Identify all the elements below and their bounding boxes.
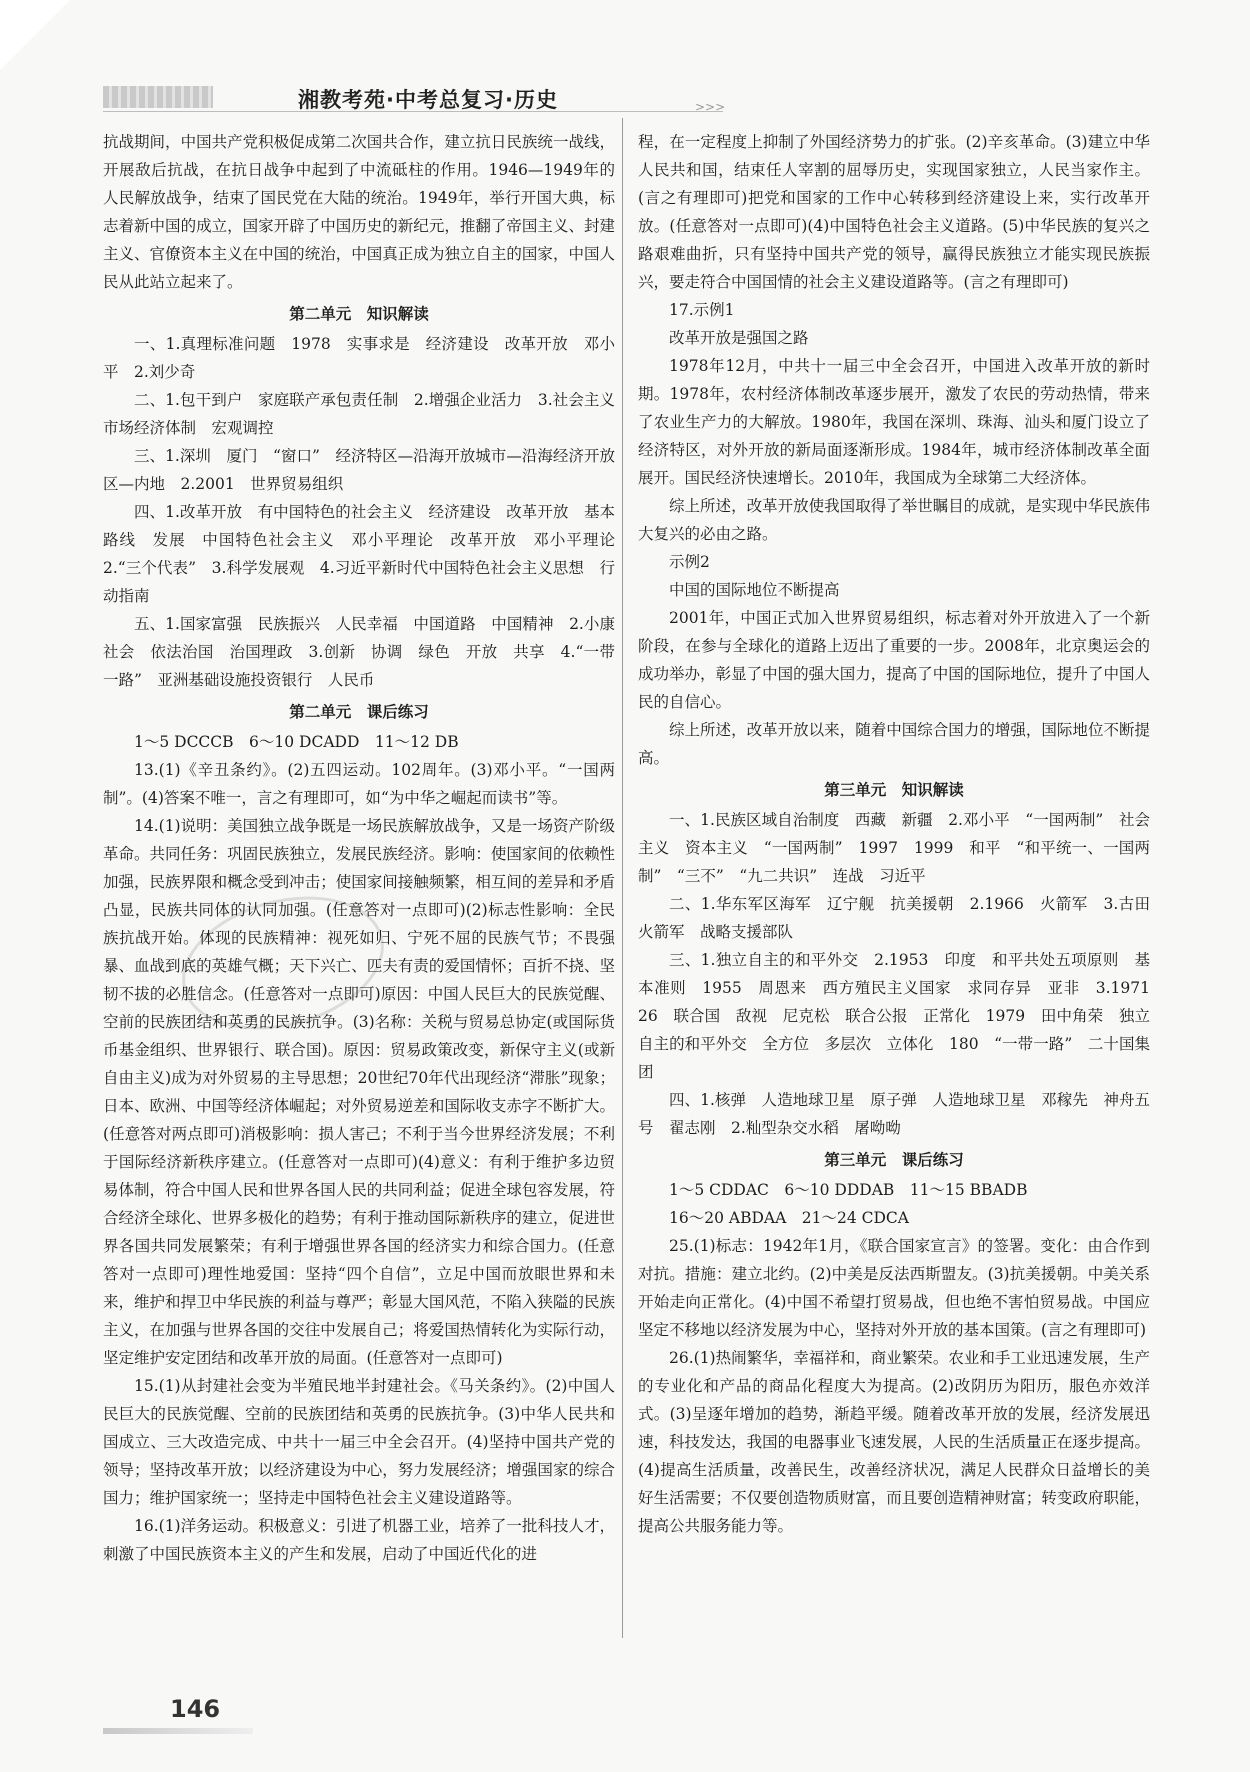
- header-rule: [103, 111, 723, 112]
- essay-title: 中国的国际地位不断提高: [669, 581, 840, 599]
- section-heading: 第三单元 课后练习: [824, 1151, 964, 1169]
- section-heading: 第二单元 知识解读: [289, 305, 429, 323]
- answer-item: 13.(1)《辛丑条约》。(2)五四运动。102周年。(3)邓小平。“一国两制”。(4)答案不唯一，言之有理即可，如“为中华之崛起而读书”等。: [103, 761, 615, 807]
- page-header-title: 湘教考苑·中考总复习·历史: [298, 88, 558, 112]
- answer-item: 26.(1)热闹繁华，幸福祥和，商业繁荣。农业和手工业迅速发展，生产的专业化和产品的商品化程度大为提高。(2)改阴历为阳历，服色亦效洋式。(3)呈逐年增加的趋势，渐趋平缓。随着改革开放的发展，经济发展迅速，科技发达，我国的电器事业飞速发展，人民的生活质量正在逐步提高。(4)提高生活质量，改善民生，改善经济状况，满足人民群众日益增长的美好生活需要；不仅要创造物质财富，而且要创造精神财富；转变政府职能，提高公共服务能力等。: [638, 1349, 1150, 1535]
- answer-item: 16.(1)洋务运动。积极意义：引进了机器工业，培养了一批科技人才，刺激了中国民族资本主义的产生和发展，启动了中国近代化的进: [103, 1517, 615, 1563]
- knowledge-item: 三、1.深圳 厦门 “窗口” 经济特区—沿海开放城市—沿海经济开放区—内地 2.2001 世界贸易组织: [103, 447, 615, 493]
- section-heading: 第二单元 课后练习: [289, 703, 429, 721]
- left-column: [103, 128, 631, 1568]
- knowledge-item: 一、1.民族区域自治制度 西藏 新疆 2.邓小平 “一国两制” 社会主义 资本主义 “一国两制” 1997 1999 和平 “和平统一、一国两制” “三不” “九二共识” 连战 习近平: [638, 811, 1150, 885]
- answer-item: 14.(1)说明：美国独立战争既是一场民族解放战争，又是一场资产阶级革命。共同任务：巩固民族独立，发展民族经济。影响：使国家间的依赖性加强，民族界限和概念受到冲击；使国家间接触频繁，相互间的差异和矛盾凸显，民族共同体的认同加强。(任意答对一点即可)(2)标志性影响：全民族抗战开始。体现的民族精神：视死如归、宁死不屈的民族气节；不畏强暴、血战到底的英雄气概；天下兴亡、匹夫有责的爱国情怀；百折不挠、坚韧不拔的必胜信念。(任意答对一点即可)原因：中国人民巨大的民族觉醒、空前的民族团结和英勇的民族抗争。(3)名称：关税与贸易总协定(或国际货币基金组织、世界银行、联合国)。原因：贸易政策改变，新保守主义(或新自由主义)成为对外贸易的主导思想；20世纪70年代出现经济“滞胀”现象；日本、欧洲、中国等经济体崛起；对外贸易逆差和国际收支赤字不断扩大。(任意答对两点即可)消极影响：损人害己；不利于当今世界经济发展；不利于国际经济新秩序建立。(任意答对一点即可)(4)意义：有利于维护多边贸易体制，符合中国人民和世界各国人民的共同利益；促进全球包容发展，符合经济全球化、世界多极化的趋势；有利于推动国际新秩序的建立，促进世界各国共同发展繁荣；有利于增强世界各国的经济实力和综合国力。(任意答对一点即可)理性地爱国：坚持“四个自信”，立足中国而放眼世界和未来，维护和捍卫中华民族的利益与尊严；彰显大国风范，不陷入狭隘的民族主义，在加强与世界各国的交往中发展自己；将爱国热情转化为实际行动，坚定维护安定团结和改革开放的局面。(任意答对一点即可): [103, 817, 615, 1367]
- knowledge-item: 一、1.真理标准问题 1978 实事求是 经济建设 改革开放 邓小平 2.刘少奇: [103, 335, 615, 381]
- paragraph: 1978年12月，中共十一届三中全会召开，中国进入改革开放的新时期。1978年，农村经济体制改革逐步展开，激发了农民的劳动热情，带来了农业生产力的大解放。1980年，我国在深圳、珠海、汕头和厦门设立了经济特区，对外开放的新局面逐渐形成。1984年，城市经济体制改革全面展开。国民经济快速增长。2010年，我国成为全球第二大经济体。: [638, 357, 1150, 487]
- answer-choices: 1～5 DCCCB 6～10 DCADD 11～12 DB: [134, 733, 459, 751]
- column-divider: [622, 118, 623, 1638]
- answer-item: 17.示例1: [669, 301, 735, 319]
- paragraph: 综上所述，改革开放以来，随着中国综合国力的增强，国际地位不断提高。: [638, 721, 1150, 767]
- paragraph: 2001年，中国正式加入世界贸易组织，标志着对外开放进入了一个新阶段，在参与全球化的道路上迈出了重要的一步。2008年，北京奥运会的成功举办，彰显了中国的强大国力，提高了中国的国际地位，提升了中国人民的自信心。: [638, 609, 1150, 711]
- knowledge-item: 二、1.包干到户 家庭联产承包责任制 2.增强企业活力 3.社会主义市场经济体制 宏观调控: [103, 391, 615, 437]
- header-arrows-icon: >>>: [695, 100, 726, 114]
- knowledge-item: 三、1.独立自主的和平外交 2.1953 印度 和平共处五项原则 基本准则 1955 周恩来 西方殖民主义国家 求同存异 亚非 3.1971 26 联合国 敌视 尼克松 联合公报 正常化 1979 田中角荣 独立自主的和平外交 全方位 多层次 立体化 180 “一带一路” 二十国集团: [638, 951, 1166, 1081]
- answer-item: 示例2: [669, 553, 710, 571]
- page-number-bar: [103, 1728, 253, 1734]
- essay-title: 改革开放是强国之路: [669, 329, 809, 347]
- page-number: 146: [170, 1695, 221, 1723]
- paragraph: 抗战期间，中国共产党积极促成第二次国共合作，建立抗日民族统一战线，开展敌后抗战，在抗日战争中起到了中流砥柱的作用。1946—1949年的人民解放战争，结束了国民党在大陆的统治。1949年，举行开国大典，标志着新中国的成立，国家开辟了中国历史的新纪元，推翻了帝国主义、封建主义、官僚资本主义在中国的统治，中国真正成为独立自主的国家，中国人民从此站立起来了。: [103, 133, 615, 291]
- answer-choices: 1～5 CDDAC 6～10 DDDAB 11～15 BBADB: [669, 1181, 1028, 1199]
- paragraph: 综上所述，改革开放使我国取得了举世瞩目的成就，是实现中华民族伟大复兴的必由之路。: [638, 497, 1150, 543]
- knowledge-item: 五、1.国家富强 民族振兴 人民幸福 中国道路 中国精神 2.小康社会 依法治国 治国理政 3.创新 协调 绿色 开放 共享 4.“一带一路” 亚洲基础设施投资银行 人民币: [103, 615, 615, 689]
- right-column: [638, 128, 1166, 1540]
- knowledge-item: 四、1.核弹 人造地球卫星 原子弹 人造地球卫星 邓稼先 神舟五号 翟志刚 2.籼型杂交水稻 屠呦呦: [638, 1091, 1150, 1137]
- section-heading: 第三单元 知识解读: [824, 781, 964, 799]
- knowledge-item: 四、1.改革开放 有中国特色的社会主义 经济建设 改革开放 基本路线 发展 中国特色社会主义 邓小平理论 改革开放 邓小平理论 2.“三个代表” 3.科学发展观 4.习近平新时代中国特色社会主义思想 行动指南: [103, 503, 631, 605]
- answer-item: 15.(1)从封建社会变为半殖民地半封建社会。《马关条约》。(2)中国人民巨大的民族觉醒、空前的民族团结和英勇的民族抗争。(3)中华人民共和国成立、三大改造完成、中共十一届三中全会召开。(4)坚持中国共产党的领导；坚持改革开放；以经济建设为中心，努力发展经济；增强国家的综合国力；维护国家统一；坚持走中国特色社会主义建设道路等。: [103, 1377, 615, 1507]
- folded-corner: [0, 0, 70, 70]
- answer-item: 25.(1)标志：1942年1月，《联合国家宣言》的签署。变化：由合作到对抗。措施：建立北约。(2)中美是反法西斯盟友。(3)抗美援朝。中美关系开始走向正常化。(4)中国不希望打贸易战，但也绝不害怕贸易战。中国应坚定不移地以经济发展为中心，坚持对外开放的基本国策。(言之有理即可): [638, 1237, 1150, 1339]
- answer-choices: 16～20 ABDAA 21～24 CDCA: [669, 1209, 909, 1227]
- header-decoration: [103, 86, 213, 108]
- paragraph: 程，在一定程度上抑制了外国经济势力的扩张。(2)辛亥革命。(3)建立中华人民共和国，结束任人宰割的屈辱历史，实现国家独立，人民当家作主。(言之有理即可)把党和国家的工作中心转移到经济建设上来，实行改革开放。(任意答对一点即可)(4)中国特色社会主义道路。(5)中华民族的复兴之路艰难曲折，只有坚持中国共产党的领导，赢得民族独立才能实现民族振兴，要走符合中国国情的社会主义建设道路等。(言之有理即可): [638, 133, 1150, 291]
- knowledge-item: 二、1.华东军区海军 辽宁舰 抗美援朝 2.1966 火箭军 3.古田 火箭军 战略支援部队: [638, 895, 1166, 941]
